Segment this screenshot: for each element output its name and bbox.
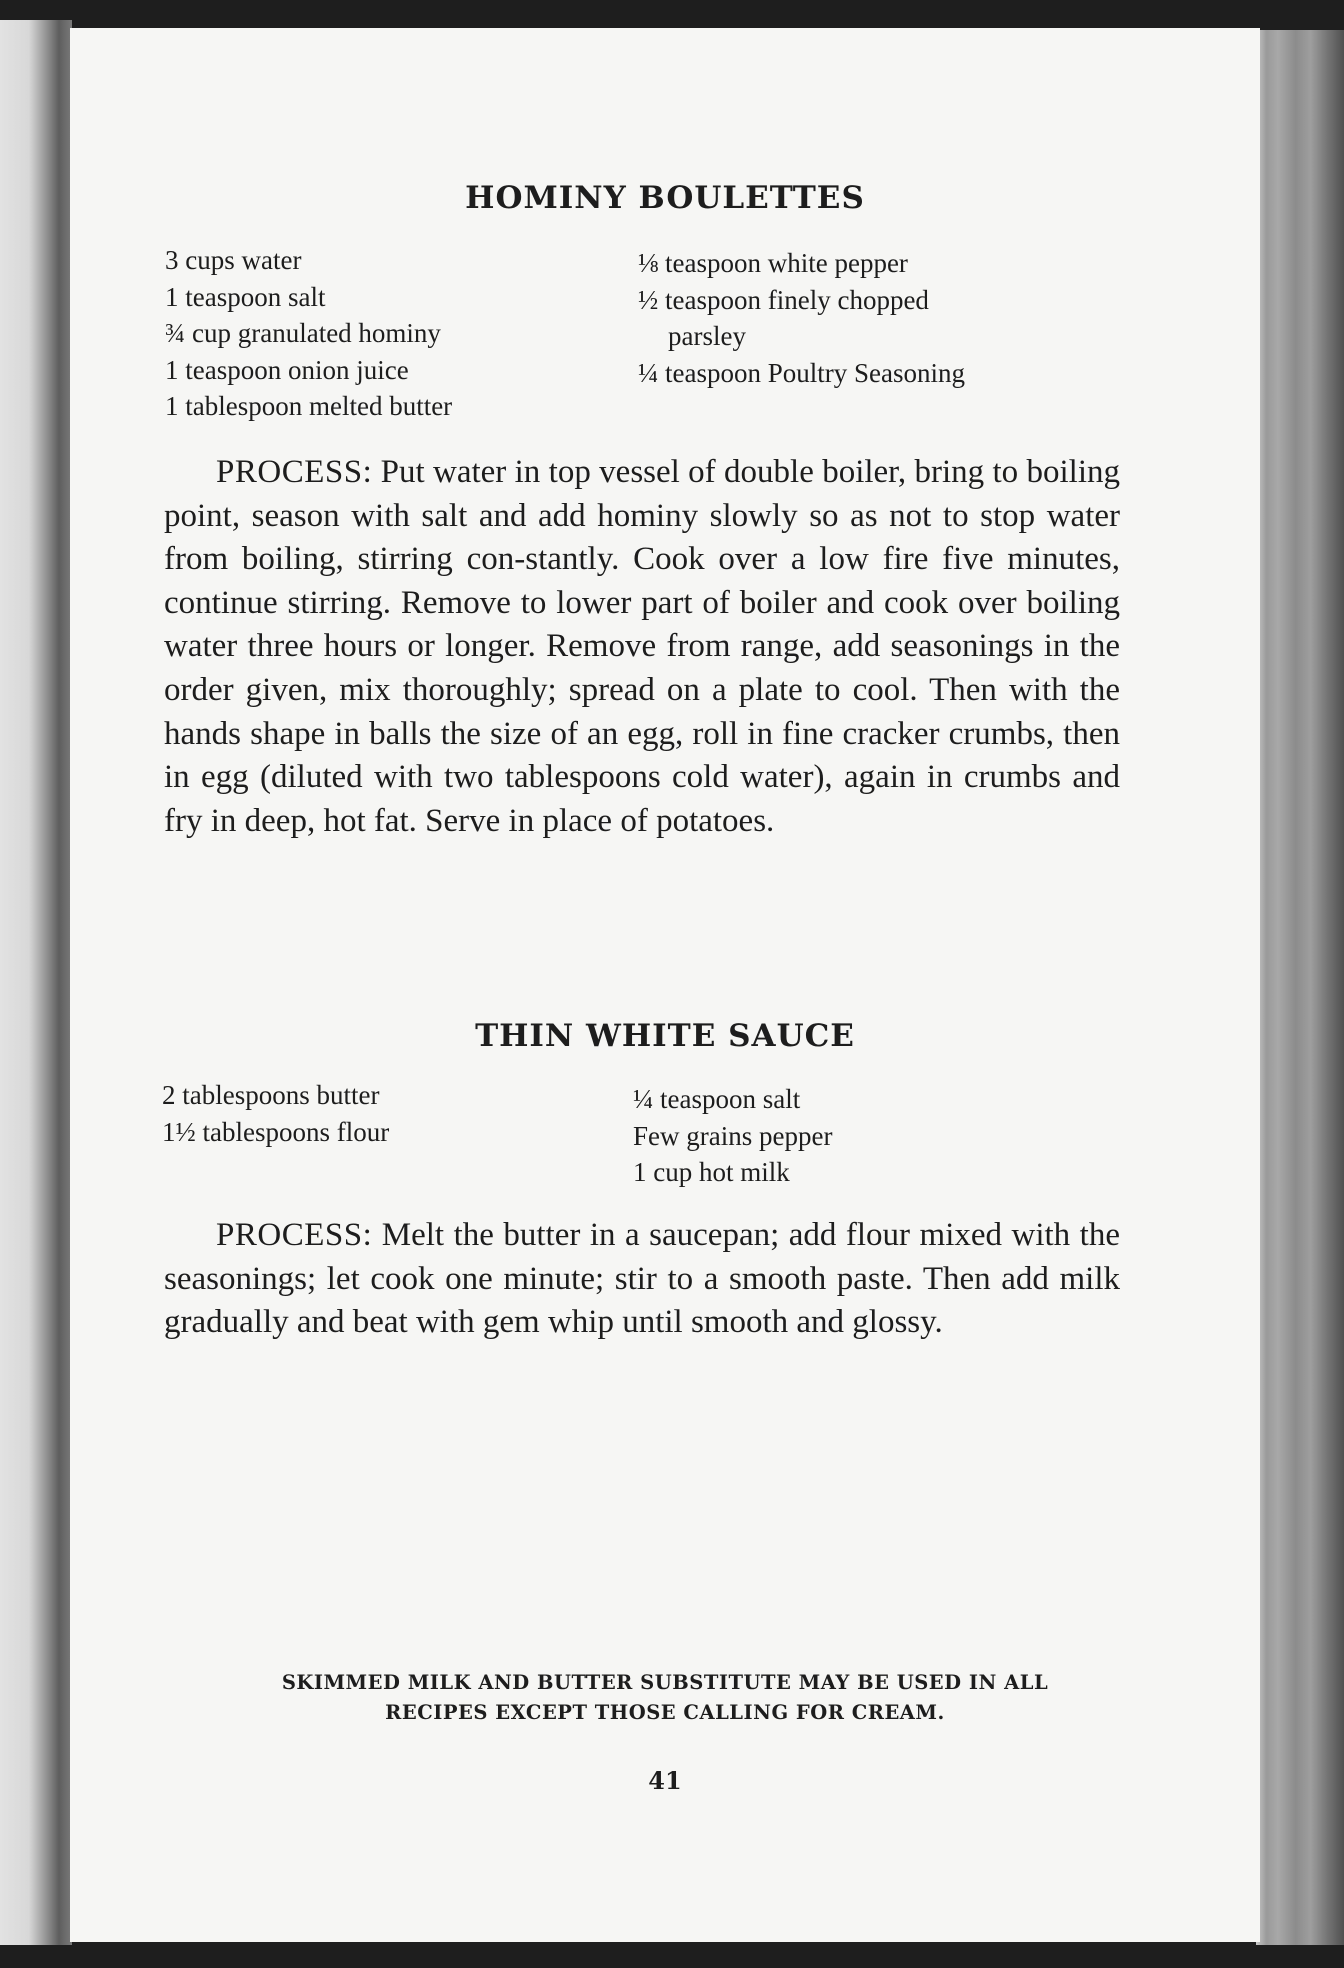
page-number: 41 [648,1766,682,1795]
book-left-edge [0,20,72,1945]
footer-note-line: RECIPES EXCEPT THOSE CALLING FOR CREAM. [385,1701,945,1724]
process-label: PROCESS: [216,454,373,490]
book-page [70,28,1260,1942]
process-label: PROCESS: [216,1217,373,1253]
ingredient-item: ¾ cup granulated hominy [165,318,441,348]
ingredient-item: 1 teaspoon onion juice [165,354,409,385]
process-text: Melt the butter in a saucepan; add flour mixed with the seasonings; let cook one minute; stir to a smooth paste. Then add milk gradually and beat with gem whip until smooth and glossy. [164,1217,1120,1341]
ingredient-item: parsley [668,321,746,351]
ingredient-item: 2 tablespoons butter [162,1080,380,1110]
footer-note-line: SKIMMED MILK AND BUTTER SUBSTITUTE MAY BE USED IN ALL [281,1671,1049,1694]
recipe-title-hominy-boulettes: HOMINY BOULETTES [465,180,865,216]
scan-background-bottom [0,1940,1344,1968]
ingredient-list-right [638,245,965,391]
process-paragraph-hominy [164,451,1120,843]
book-right-edge [1256,30,1344,1945]
process-text: Put water in top vessel of double boiler, bring to boiling point, season with salt and add hominy slowly so as not to stop water from boiling, stirring con-stantly. Cook over a low fire five minutes, continue stirring. Remove to lower part of boiler and cook over boiling water three hours or longer. Remove from range, add seasonings in the order given, mix thoroughly; spread on a plate to cool. Then with the hands shape in balls the size of an egg, roll in fine cracker crumbs, then in egg (diluted with two tablespoons cold water), again in crumbs and fry in deep, hot fat. Serve in place of potatoes. [164,454,1121,839]
ingredient-item: ½ teaspoon finely chopped [638,284,929,315]
ingredient-item: 1 cup hot milk [633,1157,790,1187]
ingredient-item: 3 cups water [165,245,302,275]
ingredient-item: ¼ teaspoon salt [633,1084,801,1114]
ingredient-item: ¼ teaspoon Poultry Seasoning [638,357,965,388]
recipe-title-thin-white-sauce: THIN WHITE SAUCE [475,1018,855,1054]
process-paragraph-sauce [164,1214,1120,1345]
ingredient-item: ⅛ teaspoon white pepper [638,248,908,278]
ingredient-list-left [162,1077,389,1150]
ingredient-item: 1 teaspoon salt [165,281,326,312]
ingredient-list-right [633,1081,832,1191]
ingredient-item: 1 tablespoon melted butter [165,391,453,421]
scan-background-top [0,0,1344,30]
ingredient-item: 1½ tablespoons flour [162,1116,390,1147]
ingredient-list-left [165,242,452,425]
footer-note [70,1668,1260,1728]
ingredient-item: Few grains pepper [633,1120,833,1151]
